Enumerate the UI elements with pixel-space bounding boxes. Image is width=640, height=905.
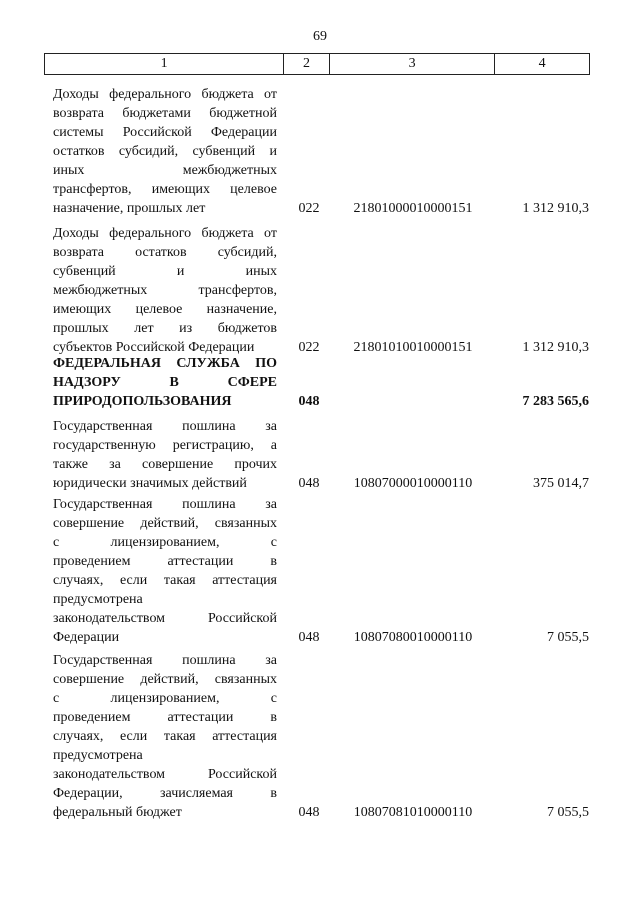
header-col-3: 3 [330, 54, 495, 74]
description-line: проведением аттестации в [53, 710, 277, 725]
description-line: совершение действий, связанных [53, 516, 277, 531]
header-col-2: 2 [284, 54, 330, 74]
description-line: имеющих целевое назначение, [53, 302, 277, 317]
amount: 1 312 910,3 [522, 201, 589, 216]
description-line: случаях, если такая аттестация [53, 573, 277, 588]
description-line: Федерации [53, 630, 120, 645]
description-line: возврата остатков субсидий, [53, 245, 277, 260]
row-description [53, 651, 277, 822]
table-header [44, 53, 590, 75]
description-line: федеральный бюджет [53, 805, 182, 820]
description-line: возврата бюджетами бюджетной [53, 106, 277, 121]
description-line: законодательством Российской [53, 767, 277, 782]
description-line: субъектов Российской Федерации [53, 340, 255, 355]
amount: 7 055,5 [547, 805, 589, 820]
description-line: государственную регистрацию, а [53, 438, 277, 453]
description-line: с лицензированием, с [53, 691, 277, 706]
description-line: иных межбюджетных [53, 163, 277, 178]
description-line: системы Российской Федерации [53, 125, 277, 140]
budget-classification-code: 10807080010000110 [353, 630, 473, 645]
budget-classification-code: 21801000010000151 [353, 201, 473, 216]
description-line: Доходы федерального бюджета от [53, 87, 277, 102]
description-line: прошлых лет из бюджетов [53, 321, 277, 336]
description-line: с лицензированием, с [53, 535, 277, 550]
page-number: 69 [313, 29, 327, 44]
admin-code: 048 [298, 394, 320, 409]
amount: 375 014,7 [533, 476, 589, 491]
description-line: Государственная пошлина за [53, 419, 277, 434]
description-line: Федерации, зачисляемая в [53, 786, 277, 801]
description-line: предусмотрена [53, 592, 143, 607]
header-col-1: 1 [45, 54, 284, 74]
admin-code: 048 [298, 805, 320, 820]
amount: 7 055,5 [547, 630, 589, 645]
description-line: трансфертов, имеющих целевое [53, 182, 277, 197]
description-line: НАДЗОРУ В СФЕРЕ [53, 375, 277, 390]
description-line: Доходы федерального бюджета от [53, 226, 277, 241]
admin-code: 048 [298, 630, 320, 645]
admin-code: 022 [298, 340, 320, 355]
description-line: случаях, если такая аттестация [53, 729, 277, 744]
description-line: также за совершение прочих [53, 457, 277, 472]
description-line: совершение действий, связанных [53, 672, 277, 687]
admin-code: 022 [298, 201, 320, 216]
description-line: юридически значимых действий [53, 476, 247, 491]
amount: 7 283 565,6 [522, 394, 589, 409]
admin-code: 048 [298, 476, 320, 491]
row-description [53, 417, 277, 493]
budget-classification-code: 10807081010000110 [353, 805, 473, 820]
budget-classification-code: 21801010010000151 [353, 340, 473, 355]
row-description [53, 224, 277, 357]
description-line: ПРИРОДОПОЛЬЗОВАНИЯ [53, 394, 232, 409]
description-line: Государственная пошлина за [53, 497, 277, 512]
description-line: субвенций и иных [53, 264, 277, 279]
description-line: проведением аттестации в [53, 554, 277, 569]
description-line: межбюджетных трансфертов, [53, 283, 277, 298]
description-line: предусмотрена [53, 748, 143, 763]
description-line: Государственная пошлина за [53, 653, 277, 668]
budget-classification-code: 10807000010000110 [353, 476, 473, 491]
description-line: ФЕДЕРАЛЬНАЯ СЛУЖБА ПО [53, 356, 277, 371]
description-line: законодательством Российской [53, 611, 277, 626]
header-col-4: 4 [538, 56, 546, 71]
description-line: назначение, прошлых лет [53, 201, 206, 216]
row-description [53, 354, 277, 411]
row-description [53, 85, 277, 218]
row-description [53, 495, 277, 647]
amount: 1 312 910,3 [522, 340, 589, 355]
description-line: остатков субсидий, субвенций и [53, 144, 277, 159]
